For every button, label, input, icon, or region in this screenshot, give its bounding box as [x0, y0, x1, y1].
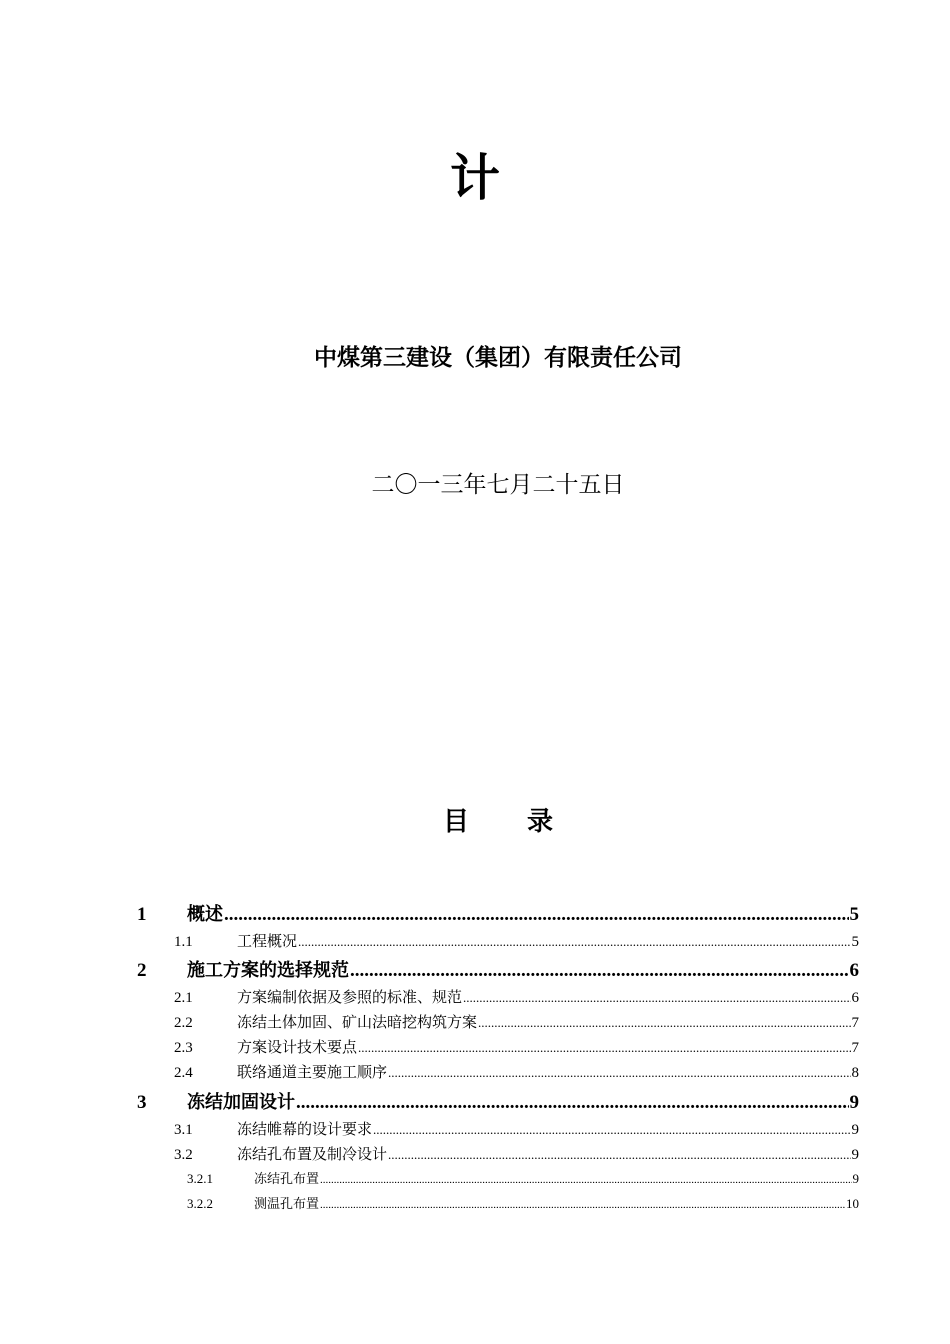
toc-entry-label: 冻结土体加固、矿山法暗挖构筑方案: [237, 1013, 478, 1031]
toc-entry-label: 联络通道主要施工顺序: [237, 1063, 388, 1081]
toc-entry-number: 2.4: [174, 1065, 193, 1081]
toc-entry[interactable]: [174, 1011, 859, 1034]
toc-entry-number: 2.3: [174, 1040, 193, 1056]
toc-entry-number: 3.1: [174, 1122, 193, 1138]
toc-entry-number: 3.2: [174, 1147, 193, 1163]
toc-entry-page: 6: [851, 990, 859, 1006]
toc-leader-dots: [373, 1119, 850, 1141]
toc-entry-page: 7: [851, 1015, 859, 1031]
toc-entry-page: 5: [849, 904, 859, 925]
toc-entry-page: 9: [852, 1171, 859, 1186]
toc-entry-label: 工程概况: [237, 932, 298, 950]
toc-entry-number: 2.1: [174, 990, 193, 1006]
toc-entry-page: 9: [851, 1147, 859, 1163]
toc-entry-number: 2.2: [174, 1015, 193, 1031]
toc-entry[interactable]: [174, 1036, 859, 1059]
document-date: 二〇一三年七月二十五日: [371, 472, 625, 498]
toc-entry-label: 方案编制依据及参照的标准、规范: [237, 988, 463, 1006]
toc-leader-dots: [463, 987, 850, 1009]
toc-leader-dots: [358, 1037, 850, 1059]
toc-entry-page: 6: [849, 960, 859, 981]
toc-entry[interactable]: [137, 958, 859, 984]
toc-leader-dots: [388, 1062, 850, 1084]
company-name: 中煤第三建设（集团）有限责任公司: [314, 345, 682, 371]
toc-entry-label: 方案设计技术要点: [237, 1038, 358, 1056]
toc-entry-number: 3.2.2: [187, 1196, 213, 1211]
toc-entry[interactable]: [174, 1143, 859, 1166]
toc-leader-dots: [298, 931, 850, 953]
toc-entry[interactable]: [174, 986, 859, 1009]
toc-entry[interactable]: [174, 930, 859, 953]
toc-entry-page: 10: [846, 1196, 859, 1211]
toc-heading-right: 录: [527, 807, 554, 837]
toc-leader-dots: [320, 1195, 845, 1215]
toc-entry-number: 1: [137, 904, 147, 925]
toc-entry-label: 概述: [187, 904, 223, 925]
toc-leader-dots: [478, 1012, 850, 1034]
toc-entry[interactable]: [137, 902, 859, 928]
toc-entry-number: 3.2.1: [187, 1171, 213, 1186]
toc-entry-label: 冻结孔布置及制冷设计: [237, 1145, 388, 1163]
toc-entry-label: 测温孔布置: [254, 1197, 320, 1212]
toc-leader-dots: [224, 902, 849, 928]
toc-entry-number: 2: [137, 960, 147, 981]
toc-entry-number: 1.1: [174, 934, 193, 950]
toc-entry-page: 5: [851, 934, 859, 950]
toc-entry[interactable]: [187, 1194, 859, 1215]
toc-entry[interactable]: [187, 1169, 859, 1190]
toc-entry[interactable]: [174, 1061, 859, 1084]
toc-entry[interactable]: [137, 1090, 859, 1116]
toc-entry-page: 9: [849, 1092, 859, 1113]
toc-entry-number: 3: [137, 1092, 147, 1113]
toc-heading-left: 目: [442, 807, 469, 837]
toc-entry-label: 施工方案的选择规范: [187, 960, 349, 981]
toc-entry-label: 冻结加固设计: [187, 1092, 295, 1113]
toc-entry-label: 冻结孔布置: [254, 1172, 320, 1187]
toc-leader-dots: [296, 1090, 849, 1116]
cover-title-char: 计: [450, 148, 500, 207]
toc-entry-label: 冻结帷幕的设计要求: [237, 1120, 373, 1138]
toc-leader-dots: [350, 958, 849, 984]
toc-entry-page: 9: [851, 1122, 859, 1138]
toc-heading: [0, 802, 950, 842]
toc-leader-dots: [320, 1170, 851, 1190]
toc-entry-page: 7: [851, 1040, 859, 1056]
toc-entry[interactable]: [174, 1118, 859, 1141]
toc-leader-dots: [388, 1144, 850, 1166]
toc-entry-page: 8: [851, 1065, 859, 1081]
